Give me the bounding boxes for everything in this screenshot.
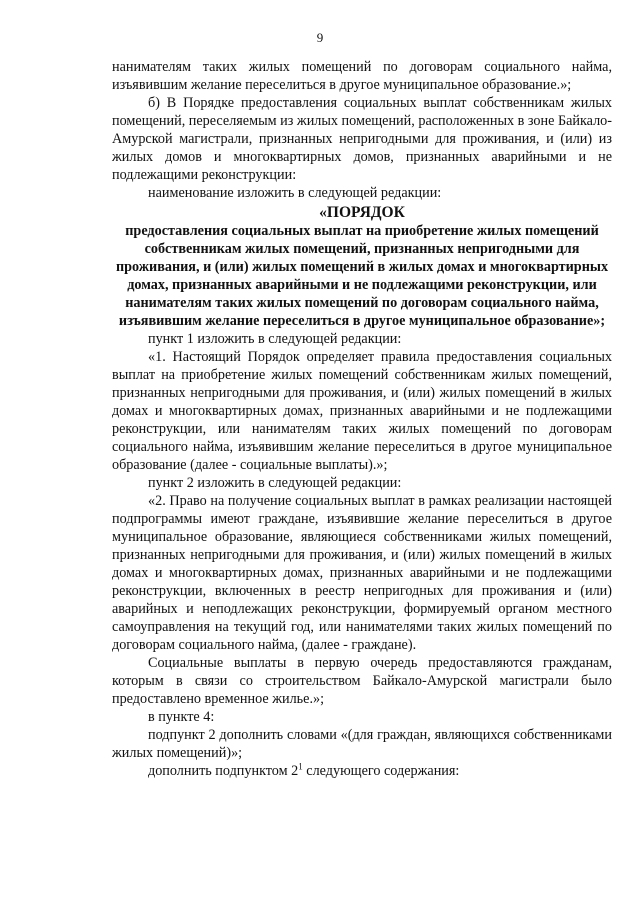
subpoint-tail: следующего содержания: bbox=[302, 763, 460, 779]
section-subtitle: предоставления социальных выплат на приобретение жилых помещений собственникам жилых помещений, признанных непригодными для проживания, и (или) жилых помещений в жилых домах и многоквартирных домах, признанных аварийными и не подлежащими реконструкции, или нанимателям таких жилых помещений по договорам социального найма, изъявившим желание переселиться в другое муниципальное образование»; bbox=[115, 223, 609, 329]
paragraph-point2-intro: пункт 2 изложить в следующей редакции: bbox=[148, 475, 402, 491]
paragraph-name-change: наименование изложить в следующей редакции: bbox=[148, 185, 442, 201]
subpoint-text: дополнить подпунктом 2 bbox=[148, 763, 299, 779]
paragraph-point4-intro: в пункте 4: bbox=[148, 709, 215, 725]
section-title: «ПОРЯДОК bbox=[319, 204, 405, 221]
paragraph-point1-intro: пункт 1 изложить в следующей редакции: bbox=[148, 331, 402, 347]
paragraph-continuation: нанимателям таких жилых помещений по договорам социального найма, изъявившим желание переселиться в другое муниципальное образование.»; bbox=[112, 59, 612, 93]
paragraph-point2-text: «2. Право на получение социальных выплат в рамках реализации настоящей подпрограммы имеют граждане, изъявившие желание переселиться в другое муниципальное образование, являющиеся собственниками жилых помещений, признанных непригодными для проживания, и (или) жилых помещений в жилых домах и многоквартирных домах, признанных аварийными и не подлежащими реконструкции, включенных в реестр непригодных для проживания и (или) аварийных и неподлежащих реконструкции, формируемый органом местного самоуправления на текущий год, или нанимателями таких жилых помещений по договорам социального найма, (далее - граждане). bbox=[112, 493, 612, 653]
superscript: 1 bbox=[298, 761, 303, 772]
paragraph-priority: Социальные выплаты в первую очередь предоставляются гражданам, которым в связи со строительством Байкало-Амурской магистрали было предоставлено временное жилье.»; bbox=[112, 655, 612, 707]
document-body bbox=[112, 58, 612, 780]
paragraph-subpoint21 bbox=[112, 762, 612, 780]
paragraph-point1-text: «1. Настоящий Порядок определяет правила предоставления социальных выплат на приобретение жилых помещений собственникам жилых помещений, признанных непригодными для проживания, и (или) жилых помещений в жилых домах и многоквартирных домах, признанных аварийными и не подлежащими реконструкции, или нанимателям таких жилых помещений по договорам социального найма, изъявившим желание переселиться в другое муниципальное образование (далее - социальные выплаты).»; bbox=[112, 349, 612, 473]
paragraph-item-b: б) В Порядке предоставления социальных выплат собственникам жилых помещений, переселяемым из жилых помещений, расположенных в зоне Байкало-Амурской магистрали, признанных непригодными для проживания, и (или) из жилых домов и многоквартирных домов, признанных аварийными и не подлежащими реконструкции: bbox=[112, 95, 612, 183]
page-number: 9 bbox=[316, 30, 324, 45]
paragraph-subpoint2: подпункт 2 дополнить словами «(для граждан, являющихся собственниками жилых помещений)»; bbox=[112, 727, 612, 761]
